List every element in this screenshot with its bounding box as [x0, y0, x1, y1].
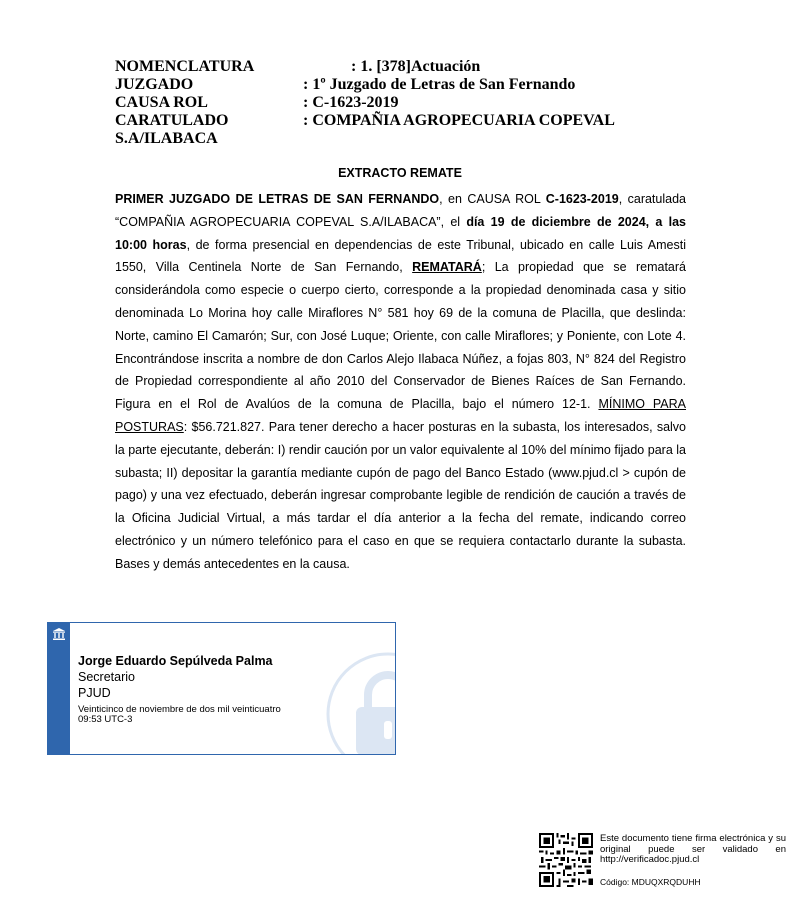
signature-sidebar: [48, 623, 70, 754]
rematara-keyword: REMATARÁ: [412, 260, 482, 275]
body-text-2: , caratulada “COMPAÑIA AGROPECUARIA COPEVAL S.A/ILABACA”, el: [115, 192, 686, 229]
header-row-juzgado: [115, 76, 675, 94]
header-row-nomenclatura: [115, 58, 675, 76]
case-rol: C-1623-2019: [545, 192, 619, 206]
header-row-caratulado: [115, 112, 675, 130]
body-text-5: : $56.721.827. Para tener derecho a hacer posturas en la subasta, los interesados, salvo la parte ejecutante, deberán: I) rendir caución por un valor equivalente al 10% del mínimo fijado para la subasta; II) depositar la garantía mediante cupón de pago del Banco Estado (www.pjud.cl > cupón de pago) y una vez efectuado, deberán ingresar comprobante legible de rendición de caución a través de la Oficina Judicial Virtual, a más tardar el día anterior a la fecha del remate, indicando correo electrónico y un número telefónico para el caso en que se requiera contactarlo durante la subasta. Bases y demás antecedentes en la causa.: [115, 419, 686, 571]
caratulado-value: : COMPAÑIA AGROPECUARIA COPEVAL: [303, 112, 615, 129]
body-text-4: ; La propiedad que se rematará considerándola como especie o cuerpo cierto, corresponde a la propiedad denominada casa y sitio denominada Lo Morina hoy calle Miraflores N° 581 hoy 69 de la comuna de Placilla, que deslinda: Norte, camino El Camarón; Sur, con José Luque; Oriente, con calle Miraflores; y Poniente, con Lote 4. Encontrándose inscrita a nombre de don Carlos Alejo Ilabaca Núñez, a fojas 803, N° 824 del Registro de Propiedad correspondiente al año 2010 del Conservador de Bienes Raíces de San Fernando. Figura en el Rol de Avalúos de la comuna de Placilla, bajo el número 12-1.: [115, 260, 687, 412]
signature-time: 09:53 UTC-3: [78, 714, 133, 725]
caratulado-continuation: S.A/ILABACA: [115, 130, 218, 147]
caratulado-label: CARATULADO: [115, 112, 229, 129]
causa-value: : C-1623-2019: [303, 94, 399, 111]
verification-notice: Este documento tiene firma electrónica y su original puede ser validado en http://verificadoc.pjud.cl: [600, 833, 786, 865]
juzgado-value: : 1º Juzgado de Letras de San Fernando: [303, 76, 576, 93]
signer-role: Secretario: [78, 670, 135, 684]
header-row-caratulado-cont: [115, 130, 675, 148]
minimo-posturas-label: MÍNIMO PARA POSTURAS: [115, 397, 687, 434]
signer-organization: PJUD: [78, 686, 111, 700]
causa-label: CAUSA ROL: [115, 94, 208, 111]
verification-qr-code: [539, 833, 593, 887]
nomenclatura-value: : 1. [378]Actuación: [351, 58, 481, 75]
document-header: [115, 58, 675, 148]
auction-extract-paragraph: [115, 188, 686, 576]
courthouse-icon: [52, 627, 66, 641]
signer-name: Jorge Eduardo Sepúlveda Palma: [78, 654, 273, 668]
verification-code: Código: MDUQXRQDUHH: [600, 877, 701, 887]
juzgado-label: JUZGADO: [115, 76, 194, 93]
header-row-causa: [115, 94, 675, 112]
nomenclatura-label: NOMENCLATURA: [115, 58, 255, 75]
body-text-3: , de forma presencial en dependencias de este Tribunal, ubicado en calle Luis Amesti 1550, Villa Centinela Norte de San Fernando,: [115, 237, 686, 275]
court-name: PRIMER JUZGADO DE LETRAS DE SAN FERNANDO: [115, 192, 440, 206]
electronic-signature-box: [47, 622, 396, 755]
padlock-icon: [323, 649, 396, 755]
signature-date: Veinticinco de noviembre de dos mil veinticuatro: [78, 704, 281, 715]
body-text-1: , en CAUSA ROL: [439, 192, 546, 206]
document-title: EXTRACTO REMATE: [338, 166, 462, 180]
auction-date: día 19 de diciembre de 2024, a las 10:00 horas: [115, 214, 686, 252]
